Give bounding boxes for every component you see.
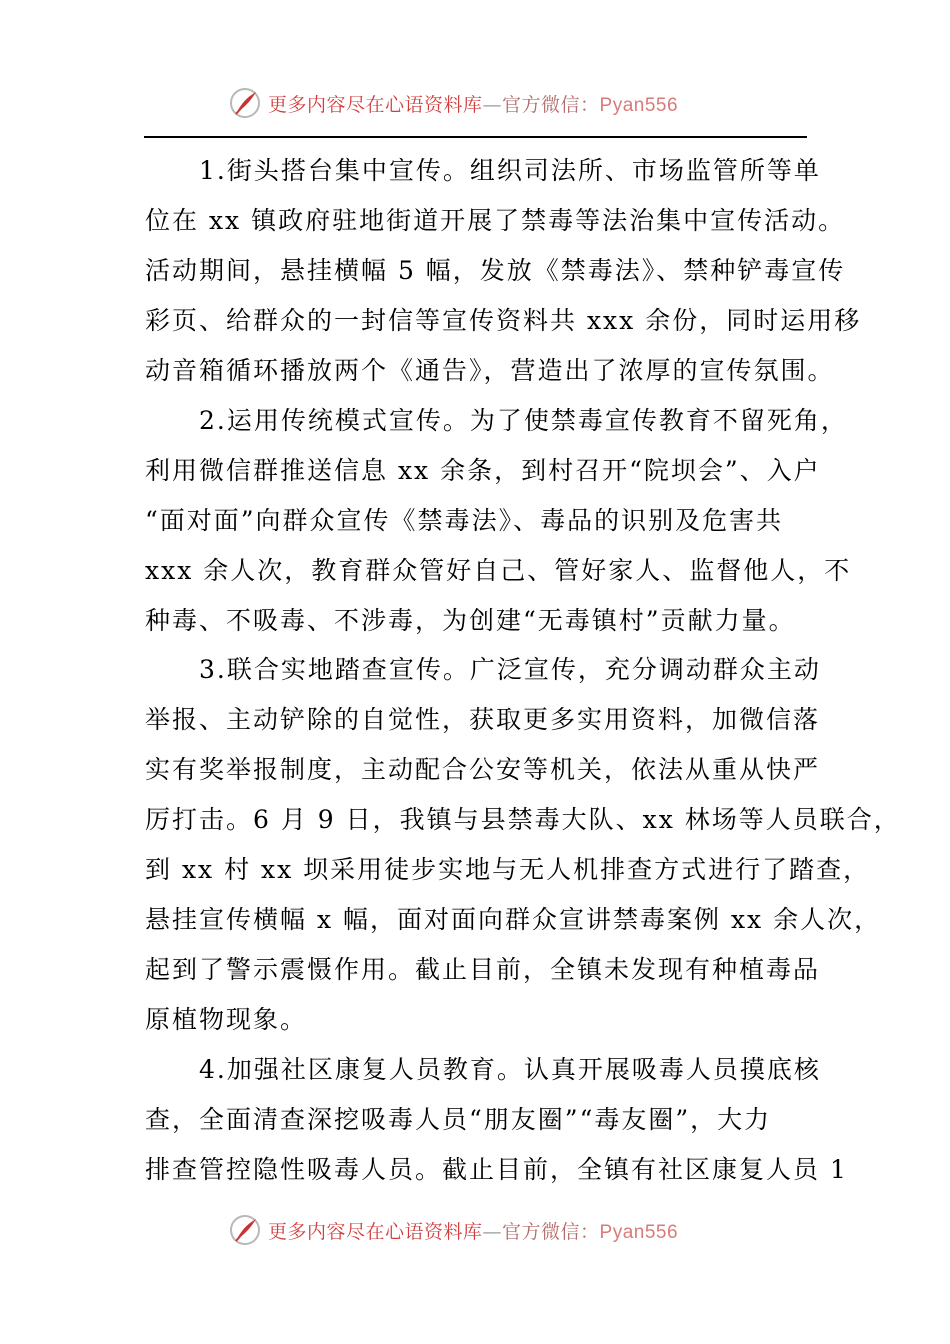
header-divider (144, 136, 807, 138)
body-line: “面对面”向群众宣传《禁毒法》、毒品的识别及危害共 (145, 506, 784, 535)
header-banner (228, 81, 678, 125)
body-line: 1.街头搭台集中宣传。组织司法所、市场监管所等单 (145, 156, 821, 185)
body-line: 举报、主动铲除的自觉性，获取更多实用资料，加微信落 (145, 705, 821, 734)
body-line: 彩页、给群众的一封信等宣传资料共 xxx 余份，同时运用移 (145, 306, 862, 335)
body-line: 活动期间，悬挂横幅 5 幅，发放《禁毒法》、禁种铲毒宣传 (145, 256, 846, 285)
header-wechat-id: Pyan556 (599, 94, 679, 116)
footer-banner-separator: — (482, 1220, 503, 1243)
body-line: 查，全面清查深挖吸毒人员“朋友圈”“毒友圈”，大力 (145, 1105, 772, 1134)
body-line: 位在 xx 镇政府驻地街道开展了禁毒等法治集中宣传活动。 (145, 206, 846, 235)
body-line: 3.联合实地踏查宣传。广泛宣传，充分调动群众主动 (145, 655, 821, 684)
body-line: 原植物现象。 (145, 1005, 308, 1034)
header-banner-title: 更多内容尽在心语资料库 (268, 93, 483, 116)
footer-banner-title: 更多内容尽在心语资料库 (268, 1220, 483, 1243)
body-line: 到 xx 村 xx 坝采用徒步实地与无人机排查方式进行了踏查， (145, 855, 871, 884)
body-line: 排查管控隐性吸毒人员。截止目前，全镇有社区康复人员 1 (145, 1155, 848, 1184)
footer-wechat-label: 官方微信： (502, 1220, 600, 1243)
body-line: 起到了警示震慑作用。截止目前，全镇未发现有种植毒品 (145, 955, 821, 984)
body-line: 动音箱循环播放两个《通告》，营造出了浓厚的宣传氛围。 (145, 356, 835, 385)
body-line: 2.运用传统模式宣传。为了使禁毒宣传教育不留死角， (145, 406, 848, 435)
body-line: 厉打击。6 月 9 日，我镇与县禁毒大队、xx 林场等人员联合， (145, 805, 901, 834)
body-line: 4.加强社区康复人员教育。认真开展吸毒人员摸底核 (145, 1055, 821, 1084)
body-line: 悬挂宣传横幅 x 幅，面对面向群众宣讲禁毒案例 xx 余人次， (145, 905, 882, 934)
header-banner-separator: — (482, 93, 503, 116)
header-wechat-label: 官方微信： (502, 93, 600, 116)
footer-banner (228, 1208, 678, 1252)
quill-logo-icon (228, 86, 262, 120)
body-line: 实有奖举报制度，主动配合公安等机关，依法从重从快严 (145, 755, 821, 784)
header-banner-text (268, 90, 678, 117)
body-line: 利用微信群推送信息 xx 余条，到村召开“院坝会”、入户 (145, 456, 821, 485)
body-line: 种毒、不吸毒、不涉毒，为创建“无毒镇村”贡献力量。 (145, 606, 796, 635)
body-line: xxx 余人次，教育群众管好自己、管好家人、监督他人，不 (145, 556, 852, 585)
quill-logo-icon (228, 1213, 262, 1247)
footer-wechat-id: Pyan556 (599, 1221, 679, 1243)
footer-banner-text (268, 1217, 678, 1244)
